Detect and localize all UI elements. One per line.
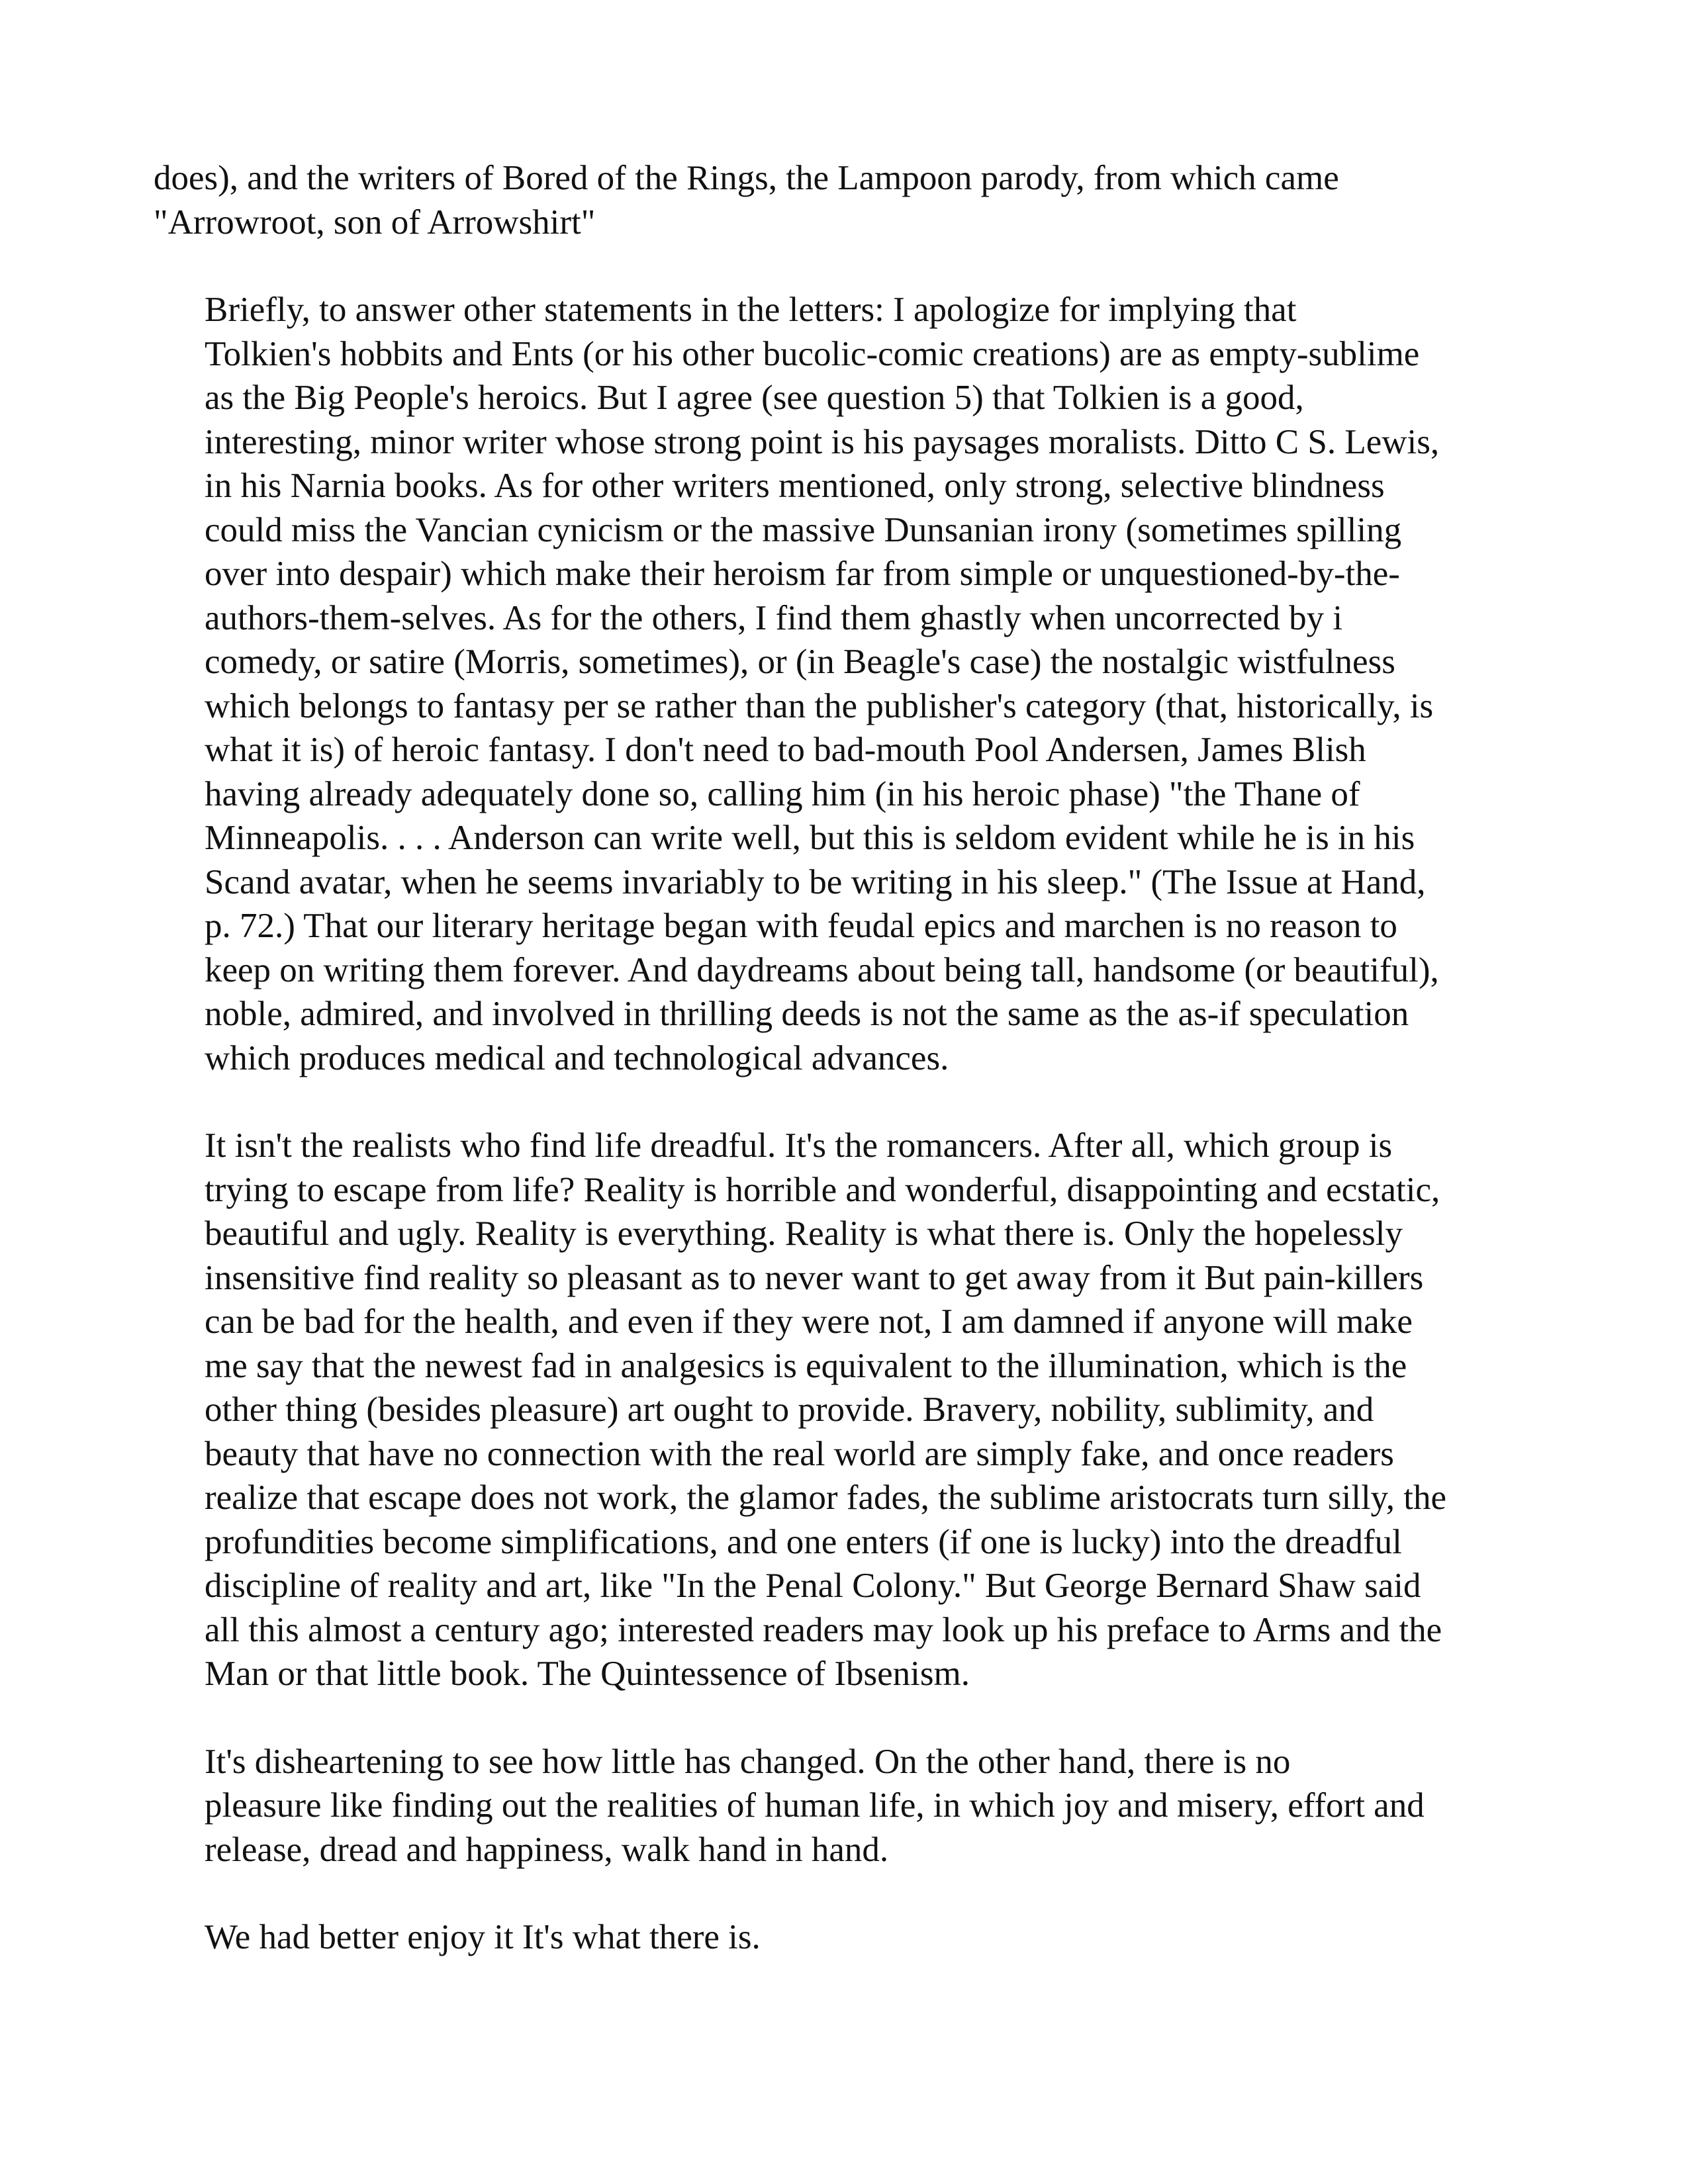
body-text	[154, 156, 1530, 2003]
text-line: in his Narnia books. As for other writers mentioned, only strong, selective blindness	[205, 467, 1385, 505]
text-line: discipline of reality and art, like "In the Penal Colony." But George Bernard Shaw said	[205, 1567, 1421, 1605]
text-line: Man or that little book. The Quintessence of Ibsenism.	[205, 1655, 970, 1693]
text-line: profundities become simplifications, and one enters (if one is lucky) into the dreadful	[205, 1522, 1402, 1561]
text-line: beauty that have no connection with the real world are simply fake, and once readers	[205, 1434, 1394, 1473]
text-line: can be bad for the health, and even if they were not, I am damned if anyone will make	[205, 1302, 1413, 1341]
text-line: "Arrowroot, son of Arrowshirt"	[154, 203, 596, 242]
text-line: noble, admired, and involved in thrilling deeds is not the same as the as-if speculation	[205, 995, 1409, 1033]
text-line: which produces medical and technological advances.	[205, 1038, 949, 1077]
text-line: p. 72.) That our literary heritage began with feudal epics and marchen is no reason to	[205, 907, 1397, 945]
text-line: Minneapolis. . . . Anderson can write well, but this is seldom evident while he is in his	[205, 819, 1415, 857]
text-line: authors-them-selves. As for the others, I find them ghastly when uncorrected by i	[205, 598, 1343, 637]
text-line: Briefly, to answer other statements in the letters: I apologize for implying that	[205, 291, 1297, 329]
text-line: interesting, minor writer whose strong point is his paysages moralists. Ditto C S. Lewis,	[205, 422, 1440, 461]
text-line: does), and the writers of Bored of the Rings, the Lampoon parody, from which came	[154, 159, 1339, 197]
text-line: pleasure like finding out the realities of human life, in which joy and misery, effort and	[205, 1786, 1425, 1825]
paragraph-1	[154, 156, 1530, 244]
text-line: could miss the Vancian cynicism or the massive Dunsanian irony (sometimes spilling	[205, 510, 1402, 549]
text-line: beautiful and ugly. Reality is everything. Reality is what there is. Only the hopelessly	[205, 1214, 1403, 1253]
text-line: me say that the newest fad in analgesics is equivalent to the illumination, which is the	[205, 1346, 1407, 1385]
paragraph-5	[154, 1915, 1530, 1960]
text-line: as the Big People's heroics. But I agree (see question 5) that Tolkien is a good,	[205, 379, 1304, 417]
text-line: having already adequately done so, calling him (in his heroic phase) "the Thane of	[205, 774, 1360, 813]
text-line: insensitive find reality so pleasant as to never want to get away from it But pain-killers	[205, 1258, 1424, 1297]
text-line: over into despair) which make their heroism far from simple or unquestioned-by-the-	[205, 555, 1400, 593]
paragraph-4	[154, 1740, 1530, 1872]
text-line: which belongs to fantasy per se rather than the publisher's category (that, historically, is	[205, 686, 1434, 725]
text-line: Tolkien's hobbits and Ents (or his other bucolic-comic creations) are as empty-sublime	[205, 334, 1420, 373]
text-line: Scand avatar, when he seems invariably to be writing in his sleep." (The Issue at Hand,	[205, 862, 1426, 901]
text-line: release, dread and happiness, walk hand in hand.	[205, 1830, 889, 1869]
text-line: We had better enjoy it It's what there is.	[205, 1918, 761, 1956]
paragraph-2	[154, 288, 1530, 1080]
text-line: comedy, or satire (Morris, sometimes), or (in Beagle's case) the nostalgic wistfulness	[205, 643, 1395, 681]
text-line: realize that escape does not work, the glamor fades, the sublime aristocrats turn silly, the	[205, 1479, 1446, 1517]
paragraph-3	[154, 1124, 1530, 1696]
text-line: what it is) of heroic fantasy. I don't need to bad-mouth Pool Andersen, James Blish	[205, 731, 1366, 769]
text-line: keep on writing them forever. And daydreams about being tall, handsome (or beautiful),	[205, 950, 1439, 989]
text-line: other thing (besides pleasure) art ought to provide. Bravery, nobility, sublimity, and	[205, 1390, 1374, 1429]
text-line: It isn't the realists who find life dreadful. It's the romancers. After all, which group is	[205, 1126, 1393, 1165]
text-line: all this almost a century ago; interested readers may look up his preface to Arms and the	[205, 1610, 1442, 1649]
text-line: trying to escape from life? Reality is horrible and wonderful, disappointing and ecstatic,	[205, 1170, 1440, 1209]
text-line: It's disheartening to see how little has changed. On the other hand, there is no	[205, 1742, 1291, 1781]
